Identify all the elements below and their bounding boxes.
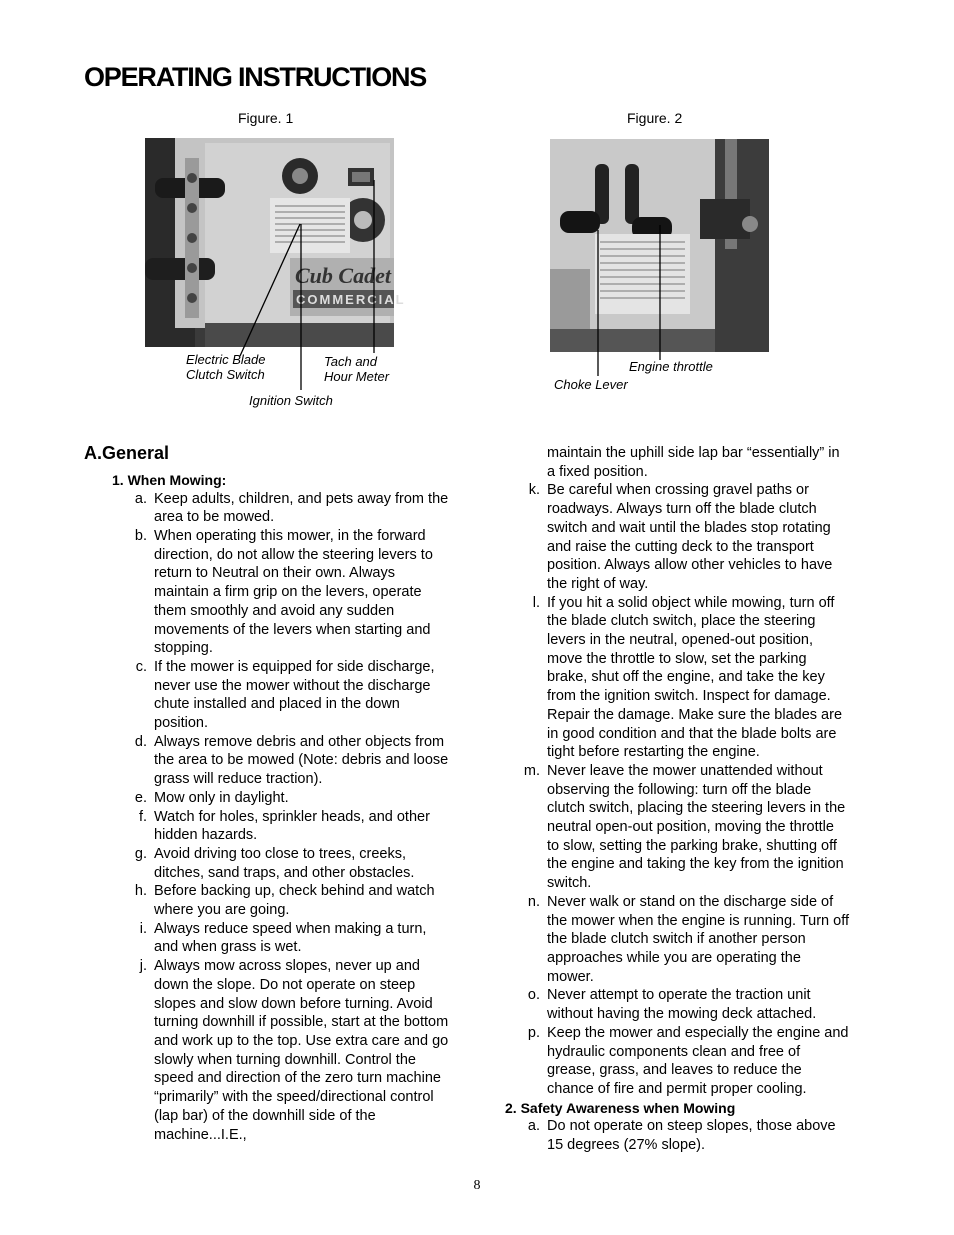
figure-1-logo: Cub Cadet bbox=[295, 263, 391, 288]
list-item bbox=[505, 893, 850, 987]
list-item bbox=[505, 481, 850, 593]
list-item-label: k. bbox=[528, 482, 540, 499]
list-item-text: Never attempt to operate the traction unit without having the mowing deck attached. bbox=[547, 987, 817, 1023]
list-item-label: g. bbox=[134, 845, 147, 862]
figure-2-caption: Figure. 2 bbox=[627, 110, 683, 126]
list-item bbox=[112, 920, 452, 957]
list-item-label: i. bbox=[139, 920, 147, 937]
list-item-text: Keep the mower and especially the engine and hydraulic components clean and free of grease, grass, and leaves to reduce the chance of fire and permit proper cooling. bbox=[547, 1024, 849, 1097]
list-item-text: When operating this mower, in the forward direction, do not allow the steering levers to return to Neutral on their own. Always maintain a firm grip on the levers, operate them smoothly and avoid any sudden movements of the levers when starting and stopping. bbox=[154, 528, 433, 657]
list-item-text: If you hit a solid object while mowing, turn off the blade clutch switch, place the steering levers in the neutral, opened-out position, move the throttle to slow, set the parking brake, shut off the engine, and take the key from the ignition switch. Inspect for damage. Repair the damage. Make sure the blades are in good condition and that the blade bolts are tight before restarting the engine. bbox=[547, 594, 843, 761]
figure-1-caption: Figure. 1 bbox=[238, 110, 294, 126]
list-item-text: Never walk or stand on the discharge side of the mower when the engine is running. Turn off the blade clutch switch if another person approaches while you are operating the mower. bbox=[547, 893, 850, 985]
left-column bbox=[112, 471, 452, 1144]
figure-1-logo-sub: COMMERCIAL bbox=[296, 292, 406, 307]
list-item bbox=[112, 882, 452, 919]
list-item bbox=[112, 808, 452, 845]
right-item-list bbox=[505, 481, 850, 1098]
list-item bbox=[112, 658, 452, 733]
list-item bbox=[505, 594, 850, 762]
section-heading: A.General bbox=[84, 443, 170, 463]
list-item bbox=[112, 733, 452, 789]
list-item-label: b. bbox=[134, 528, 147, 544]
list-item-text: Always remove debris and other objects from the area to be mowed (Note: debris and loose grass will reduce traction). bbox=[154, 733, 449, 788]
right-item-list-2 bbox=[505, 1117, 850, 1154]
callout-engine-throttle: Engine throttle bbox=[629, 359, 713, 374]
list-item bbox=[112, 527, 452, 658]
list-item-label: o. bbox=[527, 987, 540, 1004]
list-item bbox=[505, 1024, 850, 1099]
list-item bbox=[505, 986, 850, 1023]
subheading-safety-awareness: 2. Safety Awareness when Mowing bbox=[505, 1099, 736, 1116]
list-item-label: m. bbox=[523, 762, 540, 779]
list-item-text: Keep adults, children, and pets away from the area to be mowed. bbox=[154, 490, 449, 526]
list-item bbox=[112, 845, 452, 882]
list-item-text: Always reduce speed when making a turn, and when grass is wet. bbox=[154, 920, 427, 956]
list-item-label: a. bbox=[134, 490, 147, 507]
list-item-label: l. bbox=[532, 594, 540, 611]
continued-text: maintain the uphill side lap bar “essentially” in a fixed position. bbox=[547, 445, 840, 480]
list-item bbox=[112, 490, 452, 527]
list-item-label: a. bbox=[527, 1118, 540, 1135]
list-item-text: Watch for holes, sprinkler heads, and other hidden hazards. bbox=[154, 808, 430, 844]
figure-1-photo bbox=[145, 138, 406, 347]
list-item bbox=[112, 957, 452, 1144]
page-title: OPERATING INSTRUCTIONS bbox=[84, 62, 427, 92]
list-item-label: d. bbox=[134, 733, 147, 750]
list-item-text: Avoid driving too close to trees, creeks, ditches, sand traps, and other obstacles. bbox=[154, 845, 415, 881]
list-item-label: e. bbox=[134, 789, 147, 806]
list-item-text: Be careful when crossing gravel paths or roadways. Always turn off the blade clutch switch and wait until the blades stop rotating and raise the cutting deck to the transport position. Always allow other vehicles to have the right of way. bbox=[547, 482, 833, 592]
callout-electric-blade-clutch-switch: Electric Blade Clutch Switch bbox=[186, 352, 266, 382]
list-item-text: Mow only in daylight. bbox=[154, 789, 289, 806]
list-item-text: Do not operate on steep slopes, those above 15 degrees (27% slope). bbox=[547, 1118, 836, 1153]
callout-ignition-switch: Ignition Switch bbox=[249, 393, 333, 408]
list-item-label: j. bbox=[139, 958, 147, 975]
subheading-when-mowing: 1. When Mowing: bbox=[112, 472, 227, 488]
callout-tach-hour-meter: Tach and Hour Meter bbox=[324, 354, 390, 384]
list-item-label: p. bbox=[527, 1024, 540, 1041]
list-item bbox=[112, 789, 452, 808]
list-item-text: Never leave the mower unattended without observing the following: turn off the blade clutch switch, placing the steering levers in the neutral open-out position, moving the throttle to slow, setting the parking brake, shutting off the engine and taking the key from the ignition switch. bbox=[547, 762, 846, 892]
figure-2-photo bbox=[550, 139, 769, 352]
list-item-label: c. bbox=[135, 658, 147, 675]
list-item-text: Before backing up, check behind and watch where you are going. bbox=[154, 883, 435, 919]
callout-choke-lever: Choke Lever bbox=[554, 377, 628, 392]
list-item-label: f. bbox=[138, 808, 147, 825]
page-number: 8 bbox=[473, 1178, 481, 1193]
list-item-label: n. bbox=[527, 893, 540, 910]
list-item-label: h. bbox=[134, 883, 147, 900]
list-item-text: If the mower is equipped for side discharge, never use the mower without the discharge chute installed and placed in the down position. bbox=[154, 658, 435, 732]
list-item bbox=[505, 762, 850, 893]
right-column bbox=[505, 444, 850, 1155]
list-item-text: Always mow across slopes, never up and down the slope. Do not operate on steep slopes and slow down before turning. Avoid turning downhill if possible, start at the bottom and work up to the top. Use extra care and go slowly when turning downhill. Control the speed and direction of the zero turn machine “primarily” with the speed/directional control (lap bar) of the downhill side of the machine...I.E., bbox=[154, 958, 449, 1143]
left-item-list bbox=[112, 490, 452, 1145]
list-item bbox=[505, 1117, 850, 1154]
